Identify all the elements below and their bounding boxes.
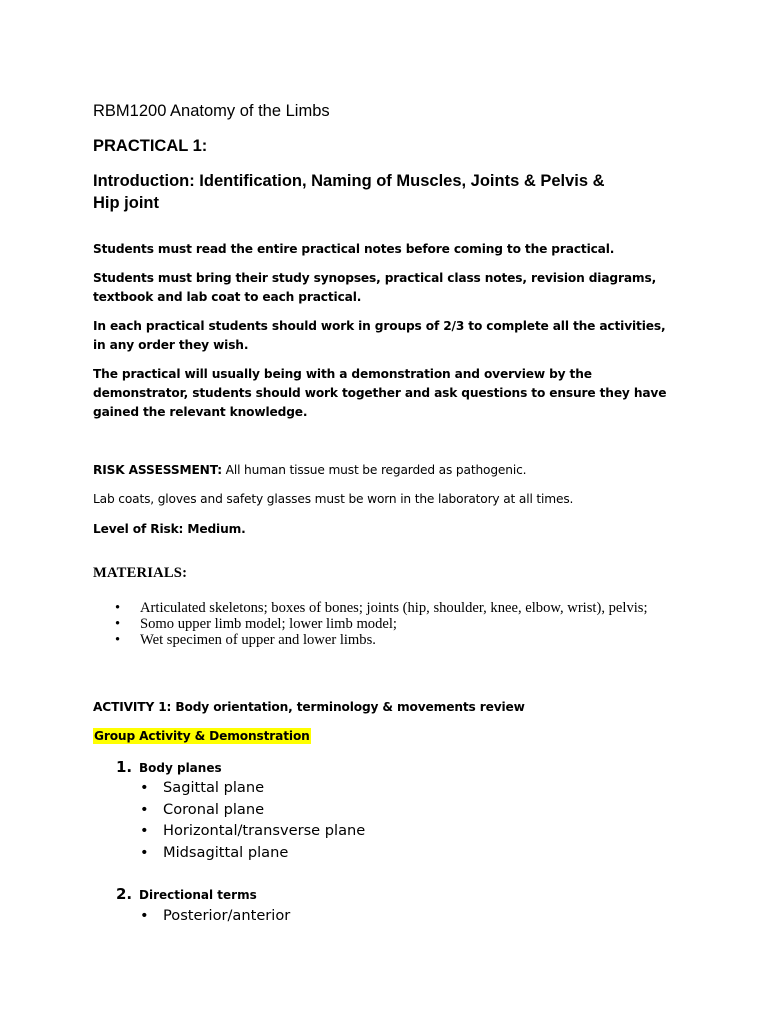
materials-heading: MATERIALS: — [93, 565, 188, 581]
risk-text: All human tissue must be regarded as pathogenic. — [221, 463, 527, 477]
materials-item: • Somo upper limb model; lower limb model; — [112, 616, 677, 632]
intro-title-line1: Introduction: Identification, Naming of Muscles, Joints & Pelvis & — [93, 172, 605, 190]
instruction-4: The practical will usually being with a demonstration and overview by the demonstrator, students should work together and ask questions to ensure they have gained the relevant knowledge. — [93, 367, 667, 419]
body-plane-item: • Horizontal/transverse plane — [138, 820, 365, 842]
instruction-1: Students must read the entire practical notes before coming to the practical. — [93, 242, 615, 256]
directional-terms-list — [138, 905, 290, 927]
materials-item: • Wet specimen of upper and lower limbs. — [112, 632, 677, 648]
body-plane-item: • Sagittal plane — [138, 777, 365, 799]
materials-list — [112, 600, 677, 648]
risk-ppe: Lab coats, gloves and safety glasses must be worn in the laboratory at all times. — [93, 492, 574, 506]
risk-label: RISK ASSESSMENT: — [93, 463, 222, 477]
section-number: 2. — [116, 885, 133, 903]
directional-term-item: • Posterior/anterior — [138, 905, 290, 927]
group-activity-highlight: Group Activity & Demonstration — [94, 729, 310, 743]
practical-label: PRACTICAL 1: — [93, 137, 208, 155]
intro-title — [93, 170, 605, 214]
body-planes-list — [138, 777, 365, 863]
risk-level: Level of Risk: Medium. — [93, 522, 246, 536]
body-plane-item: • Coronal plane — [138, 799, 365, 821]
section-title-body-planes: Body planes — [139, 761, 222, 775]
risk-assessment — [93, 461, 526, 480]
materials-item: • Articulated skeletons; boxes of bones; joints (hip, shoulder, knee, elbow, wrist), pelvis; — [112, 600, 677, 616]
intro-title-line2: Hip joint — [93, 194, 159, 212]
course-title: RBM1200 Anatomy of the Limbs — [93, 102, 330, 120]
instruction-3: In each practical students should work in groups of 2/3 to complete all the activities, in any order they wish. — [93, 319, 666, 352]
instruction-2: Students must bring their study synopses, practical class notes, revision diagrams, textbook and lab coat to each practical. — [93, 271, 657, 304]
activity-title: ACTIVITY 1: Body orientation, terminology & movements review — [93, 700, 525, 714]
section-title-directional-terms: Directional terms — [139, 888, 257, 902]
group-activity-label — [93, 727, 311, 746]
body-plane-item: • Midsagittal plane — [138, 842, 365, 864]
section-number: 1. — [116, 758, 133, 776]
